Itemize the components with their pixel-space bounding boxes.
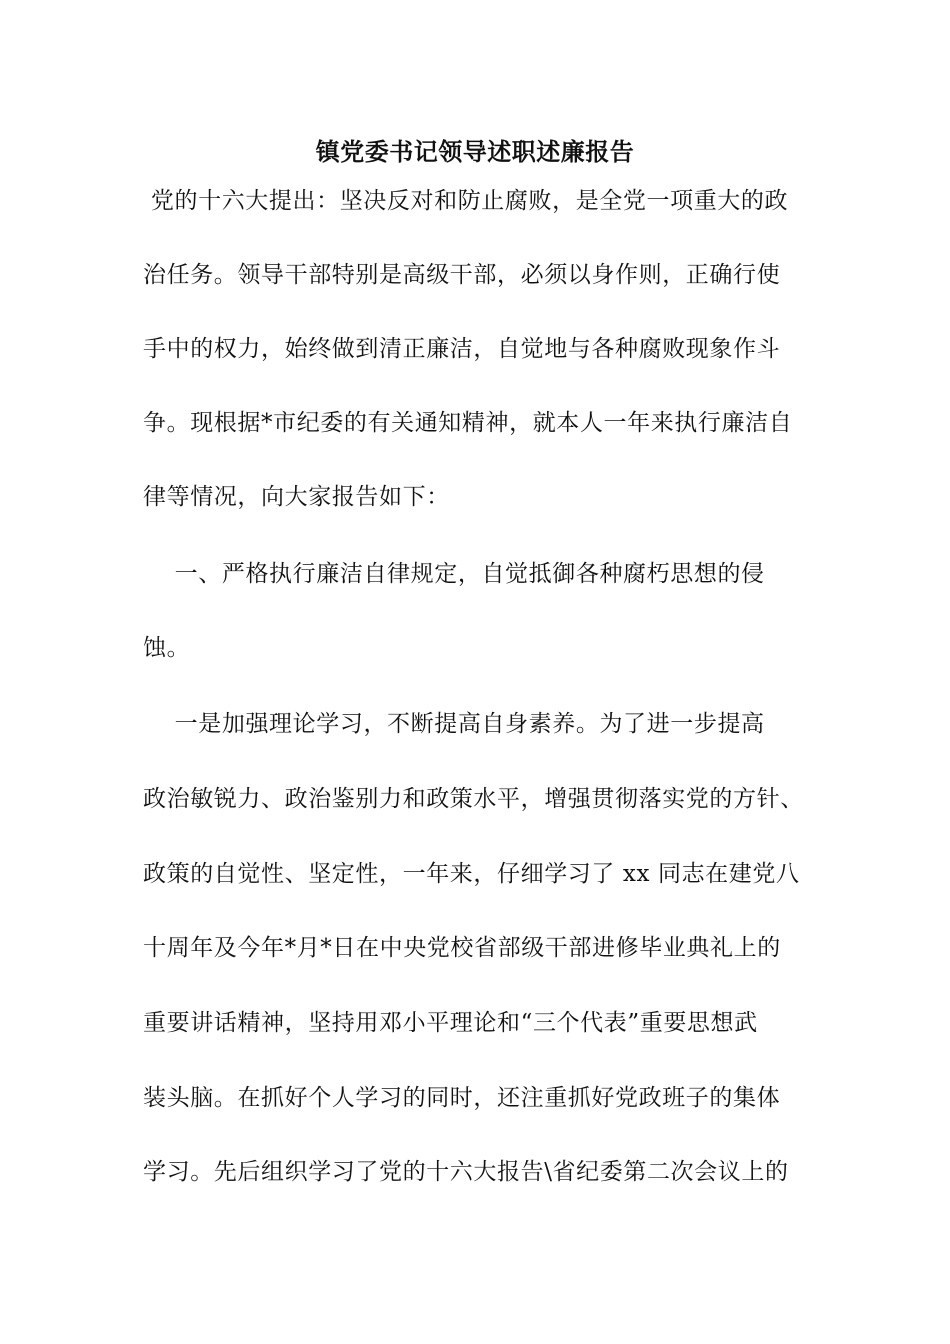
text-line-2: 治任务。领导干部特别是高级干部，必须以身作则，正确行使: [143, 262, 781, 288]
document-title: 镇党委书记领导述职述廉报告: [315, 137, 635, 166]
text-line-11: 十周年及今年*月*日在中央党校省部级干部进修毕业典礼上的: [143, 935, 781, 961]
section-heading-line-1: 一、严格执行廉洁自律规定，自觉抵御各种腐朽思想的侵: [143, 561, 765, 587]
section-heading-line-2: 蚀。: [143, 635, 191, 661]
text-line-12: 重要讲话精神，坚持用邓小平理论和“三个代表”重要思想武: [143, 1010, 758, 1036]
text-line-1: 党的十六大提出：坚决反对和防止腐败，是全党一项重大的政: [143, 188, 789, 214]
text-line-5: 律等情况，向大家报告如下：: [143, 484, 450, 510]
text-line-8: 一是加强理论学习，不断提高自身素养。为了进一步提高: [143, 711, 765, 737]
text-line-14: 学习。先后组织学习了党的十六大报告\省纪委第二次会议上的: [143, 1159, 789, 1185]
text-line-3: 手中的权力，始终做到清正廉洁，自觉地与各种腐败现象作斗: [143, 336, 781, 362]
text-line-4: 争。现根据*市纪委的有关通知精神，就本人一年来执行廉洁自: [143, 410, 793, 436]
text-line-13: 装头脑。在抓好个人学习的同时，还注重抓好党政班子的集体: [143, 1085, 781, 1111]
text-line-10: 政策的自觉性、坚定性，一年来，仔细学习了 xx 同志在建党八: [143, 861, 800, 887]
text-line-9: 政治敏锐力、政治鉴别力和政策水平，增强贯彻落实党的方针、: [143, 786, 804, 812]
